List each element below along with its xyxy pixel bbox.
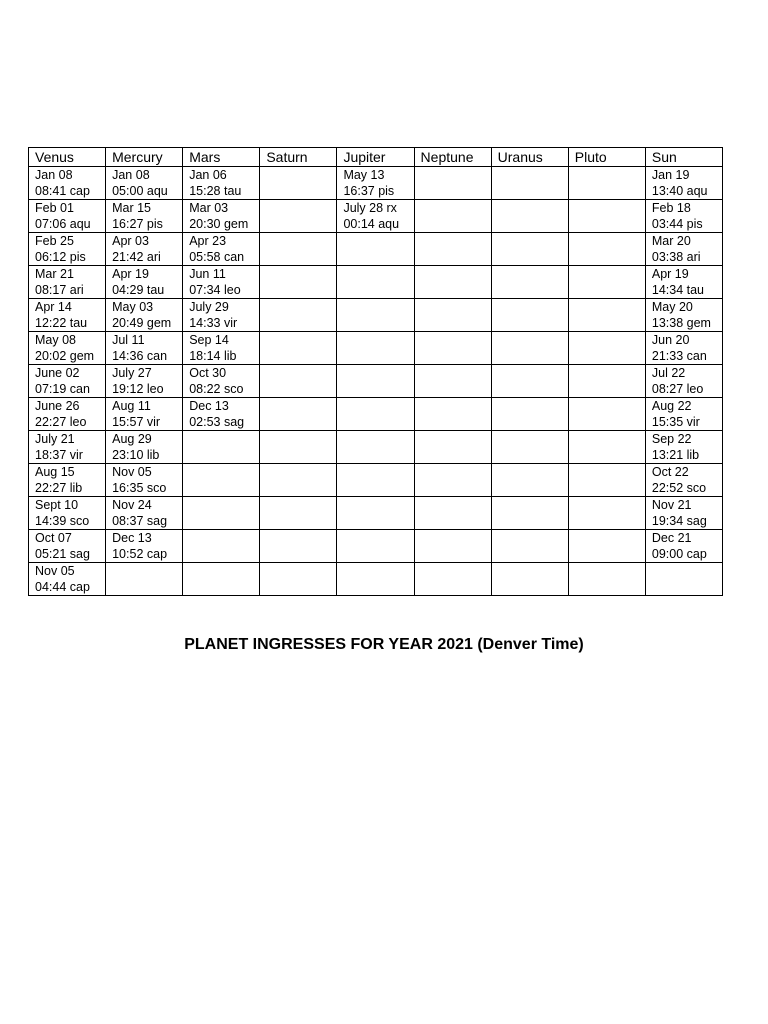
column-header-jupiter: Jupiter: [337, 148, 414, 167]
table-cell: [183, 530, 260, 563]
table-cell: [645, 365, 722, 398]
ingress-time-sign: 21:42 ari: [112, 249, 161, 264]
table-cell: [106, 167, 183, 200]
ingress-date: July 21: [35, 432, 75, 446]
table-cell: [337, 431, 414, 464]
table-cell: [414, 365, 491, 398]
table-cell: [337, 563, 414, 596]
table-cell: [491, 563, 568, 596]
ingress-date: Apr 14: [35, 300, 72, 314]
ingress-date: Aug 11: [112, 399, 151, 413]
ingress-time-sign: 20:49 gem: [112, 315, 172, 330]
ingress-time-sign: 20:02 gem: [35, 348, 95, 363]
ingress-time-sign: 05:58 can: [189, 249, 245, 264]
table-cell: [337, 266, 414, 299]
table-cell: [106, 332, 183, 365]
ingress-date: Feb 01: [35, 201, 74, 215]
table-cell: [414, 167, 491, 200]
table-cell: [337, 365, 414, 398]
table-cell: [260, 266, 337, 299]
table-cell: [414, 398, 491, 431]
ingress-date: Mar 21: [35, 267, 74, 281]
table-cell: [414, 266, 491, 299]
table-cell: [260, 464, 337, 497]
ingress-date: Apr 23: [189, 234, 227, 248]
table-cell: [568, 530, 645, 563]
table-row: [29, 167, 723, 200]
ingress-date: Apr 03: [112, 234, 149, 248]
ingress-date: Aug 22: [651, 399, 692, 413]
ingress-time-sign: 21:33 can: [651, 348, 707, 363]
table-cell: [29, 266, 106, 299]
table-cell: [106, 398, 183, 431]
ingress-time-sign: 05:21 sag: [35, 546, 90, 561]
table-cell: [29, 233, 106, 266]
ingress-time-sign: 12:22 tau: [35, 315, 88, 330]
ingress-time-sign: 16:35 sco: [112, 480, 167, 495]
table-row: [29, 398, 723, 431]
ingress-date: Sept 10: [35, 498, 79, 512]
table-row: [29, 233, 723, 266]
table-cell: [260, 563, 337, 596]
table-cell: [183, 299, 260, 332]
table-cell: [491, 167, 568, 200]
table-cell: [568, 299, 645, 332]
column-header-venus: Venus: [29, 148, 106, 167]
ingress-time-sign: 08:41 cap: [35, 183, 90, 198]
table-cell: [414, 431, 491, 464]
ingress-time-sign: 22:27 leo: [35, 414, 87, 429]
ingress-date: Mar 20: [651, 234, 691, 248]
table-cell: [645, 167, 722, 200]
ingress-time-sign: 16:27 pis: [112, 216, 163, 231]
table-cell: [568, 200, 645, 233]
ingress-date: Jan 08: [112, 168, 150, 182]
table-cell: [414, 233, 491, 266]
ingress-date: Dec 21: [651, 531, 692, 545]
table-cell: [491, 464, 568, 497]
ingress-date: Sep 14: [189, 333, 229, 347]
table-cell: [645, 431, 722, 464]
ingress-date: Jan 06: [189, 168, 227, 182]
table-cell: [337, 464, 414, 497]
ingress-time-sign: 22:52 sco: [651, 480, 707, 495]
ingress-date: June 26: [35, 399, 80, 413]
table-cell: [260, 365, 337, 398]
table-row: [29, 497, 723, 530]
table-cell: [645, 497, 722, 530]
ingress-time-sign: 14:36 can: [112, 348, 168, 363]
table-row: [29, 431, 723, 464]
table-cell: [414, 332, 491, 365]
ingress-time-sign: 23:10 lib: [112, 447, 160, 462]
page-title: PLANET INGRESSES FOR YEAR 2021 (Denver Time): [184, 636, 584, 653]
ingress-time-sign: 08:17 ari: [35, 282, 84, 297]
table-cell: [29, 299, 106, 332]
ingress-date: June 02: [35, 366, 80, 380]
ingress-date: May 08: [35, 333, 76, 347]
table-cell: [568, 167, 645, 200]
table-cell: [106, 299, 183, 332]
table-cell: [260, 332, 337, 365]
column-header-mercury: Mercury: [106, 148, 183, 167]
ingress-date: Jul 11: [112, 333, 145, 347]
table-cell: [568, 233, 645, 266]
table-cell: [568, 431, 645, 464]
ingress-date: Feb 25: [35, 234, 74, 248]
ingress-date: Aug 29: [112, 432, 152, 446]
table-cell: [29, 398, 106, 431]
table-cell: [183, 431, 260, 464]
table-cell: [29, 464, 106, 497]
table-cell: [645, 266, 722, 299]
table-cell: [568, 464, 645, 497]
ingress-time-sign: 18:14 lib: [189, 348, 237, 363]
ingress-time-sign: 09:00 cap: [651, 546, 707, 561]
ingress-time-sign: 05:00 aqu: [112, 183, 168, 198]
ingress-date: May 20: [651, 300, 693, 314]
table-cell: [183, 365, 260, 398]
table-cell: [106, 365, 183, 398]
table-cell: [414, 530, 491, 563]
column-header-uranus: Uranus: [491, 148, 568, 167]
table-cell: [491, 266, 568, 299]
ingress-date: Mar 15: [112, 201, 152, 215]
ingress-time-sign: 06:12 pis: [35, 249, 86, 264]
table-cell: [183, 497, 260, 530]
table-cell: [183, 563, 260, 596]
ingress-time-sign: 15:28 tau: [189, 183, 242, 198]
table-cell: [183, 464, 260, 497]
ingress-date: Jun 11: [189, 267, 226, 281]
ingress-time-sign: 08:22 sco: [189, 381, 244, 396]
column-header-sun: Sun: [645, 148, 722, 167]
table-cell: [29, 530, 106, 563]
table-cell: [29, 431, 106, 464]
table-cell: [106, 431, 183, 464]
table-cell: [491, 233, 568, 266]
ingress-date: Dec 13: [189, 399, 229, 413]
ingress-date: May 13: [343, 168, 385, 182]
ingress-date: Aug 15: [35, 465, 75, 479]
ingress-time-sign: 14:33 vir: [189, 315, 238, 330]
ingress-date: Oct 07: [35, 531, 72, 545]
table-cell: [106, 200, 183, 233]
ingress-date: Nov 24: [112, 498, 152, 512]
ingress-date: July 28 rx: [343, 201, 397, 215]
ingress-date: Dec 13: [112, 531, 152, 545]
table-cell: [491, 431, 568, 464]
table-cell: [491, 200, 568, 233]
table-cell: [29, 332, 106, 365]
ingress-table: [28, 147, 723, 596]
ingress-date: Sep 22: [651, 432, 692, 446]
table-row: [29, 332, 723, 365]
ingress-time-sign: 14:39 sco: [35, 513, 90, 528]
ingress-time-sign: 19:12 leo: [112, 381, 164, 396]
table-cell: [337, 497, 414, 530]
header-row: [29, 148, 723, 167]
ingress-date: Jul 22: [651, 366, 686, 380]
table-cell: [337, 200, 414, 233]
table-body: [29, 167, 723, 596]
ingress-time-sign: 15:57 vir: [112, 414, 161, 429]
ingress-date: Nov 21: [651, 498, 692, 512]
ingress-time-sign: 04:29 tau: [112, 282, 165, 297]
ingress-date: Jan 08: [35, 168, 73, 182]
ingress-time-sign: 03:38 ari: [651, 249, 701, 264]
table-cell: [491, 530, 568, 563]
table-cell: [491, 398, 568, 431]
table-cell: [568, 563, 645, 596]
ingress-date: Mar 03: [189, 201, 229, 215]
ingress-date: Oct 22: [651, 465, 689, 479]
ingress-time-sign: 14:34 tau: [651, 282, 705, 297]
ingress-time-sign: 16:37 pis: [343, 183, 395, 198]
table-row: [29, 563, 723, 596]
table-cell: [645, 200, 722, 233]
table-cell: [568, 365, 645, 398]
ingress-time-sign: 22:27 lib: [35, 480, 83, 495]
table-cell: [568, 398, 645, 431]
ingress-time-sign: 07:19 can: [35, 381, 90, 396]
ingress-date: Jan 19: [651, 168, 690, 182]
column-header-mars: Mars: [183, 148, 260, 167]
column-header-pluto: Pluto: [568, 148, 645, 167]
table-cell: [645, 233, 722, 266]
ingress-time-sign: 13:38 gem: [651, 315, 711, 330]
table-cell: [29, 563, 106, 596]
table-cell: [183, 233, 260, 266]
ingress-time-sign: 13:40 aqu: [651, 183, 708, 198]
table-cell: [29, 200, 106, 233]
table-cell: [260, 299, 337, 332]
table-cell: [491, 497, 568, 530]
ingress-date: Oct 30: [189, 366, 227, 380]
table-cell: [260, 497, 337, 530]
table-cell: [183, 167, 260, 200]
table-cell: [260, 530, 337, 563]
ingress-time-sign: 03:44 pis: [651, 216, 703, 231]
ingress-date: Apr 19: [112, 267, 149, 281]
table-row: [29, 299, 723, 332]
ingress-time-sign: 02:53 sag: [189, 414, 245, 429]
ingress-time-sign: 08:37 sag: [112, 513, 168, 528]
table-cell: [260, 167, 337, 200]
table-cell: [414, 464, 491, 497]
ingress-date: July 29: [189, 300, 229, 314]
table-cell: [414, 563, 491, 596]
table-cell: [106, 464, 183, 497]
table-cell: [260, 200, 337, 233]
ingress-date: Apr 19: [651, 267, 689, 281]
table-cell: [568, 332, 645, 365]
table-cell: [337, 167, 414, 200]
table-cell: [337, 299, 414, 332]
table-cell: [491, 332, 568, 365]
table-cell: [414, 200, 491, 233]
table-cell: [645, 530, 722, 563]
table-cell: [260, 431, 337, 464]
table-cell: [414, 497, 491, 530]
table-cell: [491, 365, 568, 398]
ingress-time-sign: 04:44 cap: [35, 579, 90, 594]
table-row: [29, 365, 723, 398]
table-row: [29, 530, 723, 563]
ingress-time-sign: 08:27 leo: [651, 381, 704, 396]
table-cell: [645, 299, 722, 332]
table-cell: [106, 233, 183, 266]
table-cell: [260, 233, 337, 266]
table-cell: [568, 497, 645, 530]
ingress-date: May 03: [112, 300, 154, 314]
table-cell: [645, 563, 722, 596]
table-row: [29, 266, 723, 299]
table-cell: [183, 332, 260, 365]
table-cell: [29, 365, 106, 398]
table-cell: [337, 398, 414, 431]
ingress-time-sign: 18:37 vir: [35, 447, 83, 462]
ingress-date: Jun 20: [651, 333, 690, 347]
table-cell: [106, 266, 183, 299]
table-cell: [183, 266, 260, 299]
table-row: [29, 200, 723, 233]
ingress-date: Nov 05: [35, 564, 75, 578]
ingress-date: July 27: [112, 366, 152, 380]
ingress-time-sign: 15:35 vir: [651, 414, 700, 429]
table-cell: [183, 200, 260, 233]
table-cell: [568, 266, 645, 299]
table-cell: [337, 332, 414, 365]
table-cell: [106, 497, 183, 530]
table-cell: [29, 497, 106, 530]
ingress-time-sign: 07:06 aqu: [35, 216, 91, 231]
table-cell: [106, 530, 183, 563]
ingress-time-sign: 07:34 leo: [189, 282, 241, 297]
ingress-time-sign: 13:21 lib: [651, 447, 700, 462]
table-cell: [491, 299, 568, 332]
table-cell: [337, 530, 414, 563]
table-row: [29, 464, 723, 497]
table-cell: [183, 398, 260, 431]
ingress-time-sign: 20:30 gem: [189, 216, 249, 231]
table-cell: [260, 398, 337, 431]
column-header-saturn: Saturn: [260, 148, 337, 167]
ingress-time-sign: 00:14 aqu: [343, 216, 400, 231]
ingress-date: Feb 18: [651, 201, 691, 215]
table-cell: [645, 332, 722, 365]
table-cell: [645, 464, 722, 497]
table-cell: [414, 299, 491, 332]
table-cell: [29, 167, 106, 200]
table-cell: [337, 233, 414, 266]
table-cell: [645, 398, 722, 431]
ingress-date: Nov 05: [112, 465, 152, 479]
ingress-time-sign: 19:34 sag: [651, 513, 707, 528]
column-header-neptune: Neptune: [414, 148, 491, 167]
table-cell: [106, 563, 183, 596]
ingress-time-sign: 10:52 cap: [112, 546, 168, 561]
